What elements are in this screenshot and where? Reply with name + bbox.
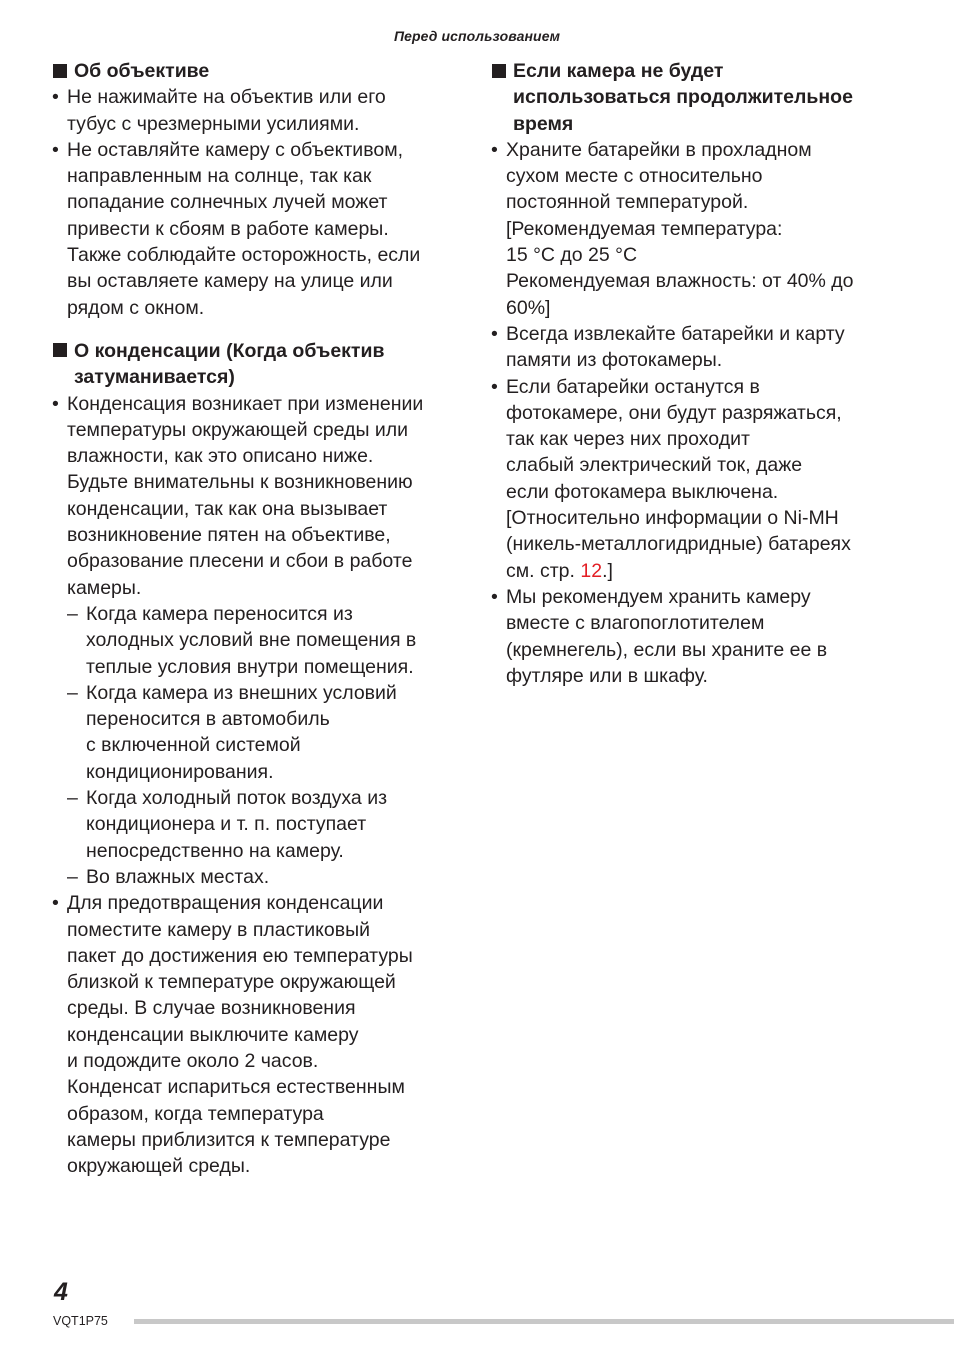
text-line: Когда камера из внешних условий — [86, 681, 397, 704]
text-line: (никель-металлогидридные) батареях — [506, 533, 851, 556]
text-line: 60%] — [506, 296, 551, 319]
section-heading-condensation — [52, 338, 454, 391]
text-line: Если батарейки останутся в — [506, 375, 760, 398]
text-line: Конденсат испариться естественным — [67, 1076, 405, 1099]
text-line: слабый электрический ток, даже — [506, 454, 803, 477]
text-line: Всегда извлекайте батарейки и карту — [506, 322, 845, 345]
text-line: Будьте внимательны к возникновению — [67, 471, 413, 494]
text-line: непосредственно на камеру. — [86, 839, 344, 862]
page-number: 4 — [54, 1278, 68, 1306]
text-line: поместите камеру в пластиковый — [67, 918, 371, 941]
text-line: переносится в автомобиль — [86, 708, 330, 731]
bullet-icon: • — [491, 322, 498, 345]
left-column — [52, 58, 454, 1179]
list-item — [491, 137, 891, 321]
text-line: камеры приблизится к температуре — [67, 1128, 391, 1151]
text-line: среды. В случае возникновения — [67, 997, 356, 1020]
list-item — [52, 890, 454, 1179]
heading-line: затуманивается) — [74, 366, 235, 389]
text-line: Не нажимайте на объектив или его — [67, 86, 386, 109]
text-line: образом, когда температура — [67, 1102, 324, 1125]
dash-icon: – — [67, 602, 78, 625]
dash-icon: – — [67, 787, 78, 810]
heading-line: Если камера не будет — [513, 60, 724, 82]
text-line: пакет до достижения ею температуры — [67, 944, 413, 967]
heading-line: использоваться продолжительное — [513, 86, 853, 109]
text-line: привести к сбоям в работе камеры. — [67, 217, 389, 240]
text-line: Для предотвращения конденсации — [67, 892, 384, 915]
text-line: камеры. — [67, 576, 142, 599]
text-line: постоянной температурой. — [506, 191, 749, 214]
bullet-icon: • — [52, 392, 59, 415]
bullet-icon: • — [491, 375, 498, 398]
section-heading-storage — [491, 58, 891, 137]
sub-list-item — [52, 785, 454, 864]
page-reference-link[interactable]: 12 — [580, 559, 603, 582]
list-item — [491, 584, 891, 689]
bullet-icon: • — [491, 138, 498, 161]
text-line: с включенной системой — [86, 734, 301, 757]
square-bullet-icon — [492, 64, 506, 78]
square-bullet-icon — [53, 343, 67, 357]
text-line: кондиционера и т. п. поступает — [86, 813, 367, 836]
text-line: Храните батарейки в прохладном — [506, 138, 812, 161]
sub-list-item — [52, 601, 454, 680]
document-code: VQT1P75 — [53, 1314, 108, 1328]
text-line: Также соблюдайте осторожность, если — [67, 244, 421, 267]
text-line: [Рекомендуемая температура: — [506, 217, 783, 240]
text-line: теплые условия внутри помещения. — [86, 655, 414, 678]
text-line: конденсации, так как она вызывает — [67, 497, 388, 520]
list-item — [52, 391, 454, 601]
dash-icon: – — [67, 865, 78, 888]
list-item — [52, 137, 454, 321]
text-line: направленным на солнце, так как — [67, 165, 372, 188]
text-line: и подождите около 2 часов. — [67, 1049, 319, 1072]
text-line: Конденсация возникает при изменении — [67, 392, 424, 415]
text-line: конденсации выключите камеру — [67, 1023, 359, 1046]
text-line: Мы рекомендуем хранить камеру — [506, 585, 811, 608]
dash-icon: – — [67, 681, 78, 704]
text-line: кондиционирования. — [86, 760, 274, 783]
ref-suffix: .] — [602, 559, 613, 582]
heading-line: О конденсации (Когда объектив — [74, 339, 385, 362]
section-heading-lens — [52, 58, 454, 84]
text-line: вы оставляете камеру на улице или — [67, 270, 393, 293]
ref-prefix: см. стр. — [506, 559, 581, 582]
text-line: возникновение пятен на объективе, — [67, 524, 391, 547]
text-line: (кремнегель), если вы храните ее в — [506, 638, 828, 661]
text-line: футляре или в шкафу. — [506, 664, 708, 687]
text-line: образование плесени и сбои в работе — [67, 550, 413, 573]
list-item — [52, 84, 454, 137]
text-line: тубус с чрезмерными усилиями. — [67, 112, 360, 135]
text-line: 15 °C до 25 °C — [506, 244, 638, 267]
text-line: сухом месте с относительно — [506, 165, 763, 188]
bullet-icon: • — [491, 585, 498, 608]
bullet-icon: • — [52, 138, 59, 161]
sub-list-item — [52, 680, 454, 785]
text-line: Во влажных местах. — [86, 865, 270, 888]
bullet-icon: • — [52, 86, 59, 109]
text-line: Когда холодный поток воздуха из — [86, 787, 388, 810]
text-line: холодных условий вне помещения в — [86, 629, 417, 652]
text-line: Рекомендуемая влажность: от 40% до — [506, 270, 854, 293]
bullet-icon: • — [52, 892, 59, 915]
text-line: [Относительно информации о Ni-MH — [506, 507, 839, 530]
text-line: если фотокамера выключена. — [506, 480, 779, 503]
text-line: Не оставляйте камеру с объективом, — [67, 138, 404, 161]
text-line: так как через них проходит — [506, 428, 750, 451]
text-line: рядом с окном. — [67, 296, 205, 319]
text-line: фотокамере, они будут разряжаться, — [506, 401, 842, 424]
text-line: попадание солнечных лучей может — [67, 191, 388, 214]
text-line: влажности, как это описано ниже. — [67, 445, 374, 468]
footer-rule — [134, 1319, 954, 1324]
text-line: Когда камера переносится из — [86, 602, 353, 625]
sub-list-item — [52, 864, 454, 890]
text-line: вместе с влагопоглотителем — [506, 612, 765, 635]
text-line — [506, 558, 891, 584]
heading-line: время — [513, 112, 574, 135]
heading-line: Об объективе — [74, 60, 210, 82]
text-line: температуры окружающей среды или — [67, 418, 409, 441]
square-bullet-icon — [53, 64, 67, 78]
list-item — [491, 374, 891, 584]
list-item — [491, 321, 891, 374]
text-line: окружающей среды. — [67, 1155, 251, 1178]
text-line: близкой к температуре окружающей — [67, 971, 396, 994]
right-column — [491, 58, 891, 689]
text-line: памяти из фотокамеры. — [506, 349, 723, 372]
running-header: Перед использованием — [393, 28, 561, 44]
